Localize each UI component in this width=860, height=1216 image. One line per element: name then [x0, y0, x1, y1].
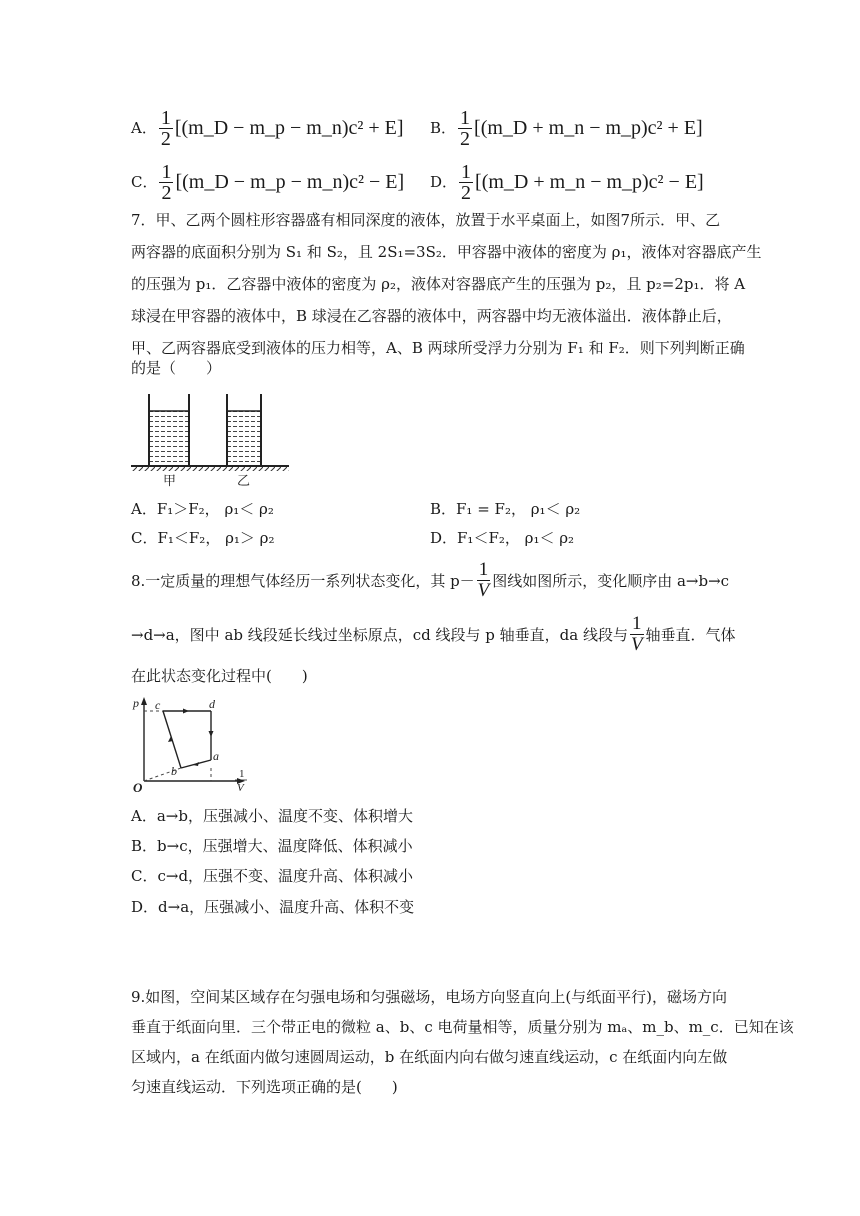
q9-stem-line-2: 垂直于纸面向里．三个带正电的微粒 a、b、c 电荷量相等，质量分别为 mₐ、m_b、m_c．已知在该: [131, 1018, 794, 1036]
formula: [(m_D + m_n − m_p)c² + E]: [474, 116, 703, 139]
q8-option-b[interactable]: B．b→c，压强增大、温度降低、体积减小: [131, 837, 413, 855]
q7-option-b[interactable]: B．F₁ = F₂， ρ₁＜ ρ₂: [430, 500, 581, 518]
q6-option-d[interactable]: [430, 162, 704, 202]
q6-option-b[interactable]: [430, 108, 703, 148]
q9-stem-line-1: 9.如图，空间某区域存在匀强电场和匀强磁场，电场方向竖直向上(与纸面平行)，磁场方向: [131, 988, 728, 1006]
option-label: C．: [131, 173, 158, 191]
q7-option-a[interactable]: A．F₁＞F₂， ρ₁＜ ρ₂: [131, 500, 274, 518]
q8-option-d[interactable]: D．d→a，压强减小、温度升高、体积不变: [131, 898, 415, 916]
q9-stem-line-4: 匀速直线运动．下列选项正确的是( ): [131, 1078, 398, 1096]
q9-stem-line-3: 区域内，a 在纸面内做匀速圆周运动，b 在纸面内向右做匀速直线运动，c 在纸面内向左做: [131, 1048, 728, 1066]
q8-stem-line-3: 在此状态变化过程中( ): [131, 667, 308, 685]
q8-option-a[interactable]: A．a→b，压强减小、温度不变、体积增大: [131, 807, 413, 825]
q7-stem-line-3: 的压强为 p₁．乙容器中液体的密度为 ρ₂，液体对容器底产生的压强为 p₂，且 p₂=2p₁．将 A: [131, 275, 746, 293]
option-label: A．: [131, 119, 157, 137]
q7-stem-line-1: 7．甲、乙两个圆柱形容器盛有相同深度的液体，放置于水平桌面上，如图7所示．甲、乙: [131, 211, 721, 229]
q8-stem-line-2: →d→a，图中 ab 线段延长线过坐标原点，cd 线段与 p 轴垂直，da 线段与 $\frac{1}{V}$ 轴垂直．气体: [131, 612, 736, 655]
q8-stem-line-1: 8.一定质量的理想气体经历一系列状态变化，其 p－ $\frac{1}{V}$ 图线如图所示，变化顺序由 a→b→c: [131, 558, 730, 601]
formula: [(m_D − m_p − m_n)c² + E]: [174, 116, 404, 139]
q7-option-d[interactable]: D．F₁＜F₂， ρ₁＜ ρ₂: [430, 529, 575, 547]
q6-option-a[interactable]: [131, 108, 404, 148]
fraction-1-over-v: $\frac{1}{V}$: [630, 612, 643, 655]
label-d: d: [209, 697, 215, 711]
label-o: O: [133, 780, 143, 795]
q8-p-1overV-graph: [131, 693, 261, 798]
option-label: D．: [430, 173, 458, 191]
q7-stem-line-4: 球浸在甲容器的液体中，B 球浸在乙容器的液体中，两容器中均无液体溢出．液体静止后，: [131, 307, 732, 325]
fraction: $\frac{1}{2}$: [461, 160, 472, 204]
fraction-1-over-v: $\frac{1}{V}$: [477, 558, 490, 601]
q7-stem-line-5: 甲、乙两容器底受到液体的压力相等，A、B 两球所受浮力分别为 F₁ 和 F₂．则下列判断正确: [131, 339, 745, 357]
label-c: c: [155, 698, 161, 712]
label-yi: 乙: [237, 473, 251, 488]
q6-option-c[interactable]: [131, 162, 404, 202]
formula: [(m_D − m_p − m_n)c² − E]: [175, 170, 405, 193]
q7-stem-line-6: 的是（ ）: [131, 359, 222, 377]
fraction: $\frac{1}{2}$: [161, 160, 172, 204]
q8-option-c[interactable]: C．c→d，压强不变、温度升高、体积减小: [131, 867, 414, 885]
q7-option-c[interactable]: C．F₁＜F₂， ρ₁＞ ρ₂: [131, 529, 275, 547]
label-x-num: 1: [239, 768, 245, 780]
label-b: b: [171, 764, 177, 778]
fraction: $\frac{1}{2}$: [160, 106, 171, 150]
label-p: p: [133, 696, 139, 710]
fraction: $\frac{1}{2}$: [460, 106, 471, 150]
label-jia: 甲: [163, 473, 177, 488]
label-a: a: [213, 749, 219, 763]
formula: [(m_D + m_n − m_p)c² − E]: [475, 170, 704, 193]
label-x-den: V: [237, 782, 244, 794]
option-label: B．: [430, 119, 457, 137]
liquid-yi: [227, 411, 261, 466]
q7-container-figure: [131, 389, 291, 489]
q7-stem-line-2: 两容器的底面积分别为 S₁ 和 S₂，且 2S₁=3S₂．甲容器中液体的密度为 ρ₁，液体对容器底产生: [131, 243, 762, 261]
liquid-jia: [149, 411, 189, 466]
